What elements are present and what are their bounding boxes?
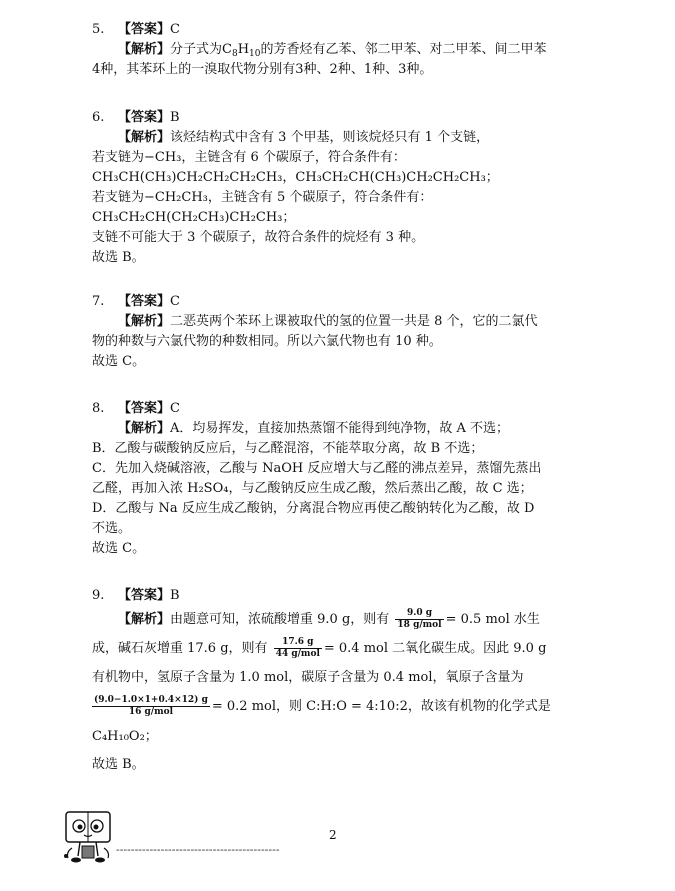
q8-line6: 不选。	[92, 521, 132, 536]
q5-text-b: H	[237, 42, 250, 57]
q5-analysis-label: 【解析】	[118, 42, 171, 57]
q9-line2	[92, 634, 582, 664]
q6-answer-label: 【答案】	[118, 110, 171, 125]
q5-answer-line	[92, 20, 582, 40]
co2-mole-fraction	[274, 637, 322, 660]
q6-analysis-label: 【解析】	[118, 130, 171, 145]
q8-answer-line	[92, 399, 582, 419]
frac2-numerator: 17.6 g	[274, 637, 322, 649]
q9-text-4b: = 0.2 mol，则 C:H:O = 4:10:2，故该有机物的化学式是	[211, 699, 551, 714]
page-number: 2	[329, 828, 337, 842]
q5-text-a: 分子式为C	[170, 42, 232, 57]
q9-line6: 故选 B。	[92, 757, 145, 772]
q9-analysis-label: 【解析】	[118, 612, 171, 627]
q7-number: 7.	[92, 294, 105, 309]
q9-line1	[92, 606, 582, 634]
q8-analysis-line1	[92, 419, 582, 439]
q8-text-1: A．均易挥发，直接加热蒸馏不能得到纯净物，故 A 不选；	[170, 421, 510, 436]
q9-line5: C₄H₁₀O₂；	[92, 729, 158, 744]
q9-line3: 有机物中，氢原子含量为 1.0 mol，碳原子含量为 0.4 mol，氧原子含量为	[92, 670, 524, 685]
q6-line3: CH₃CH(CH₃)CH₂CH₂CH₂CH₃，CH₃CH₂CH(CH₃)CH₂CH₂CH₃；	[92, 170, 499, 185]
q6-answer-line	[92, 108, 582, 128]
q9-text-2b: = 0.4 mol 二氧化碳生成。因此 9.0 g	[323, 641, 547, 656]
q8-answer-label: 【答案】	[118, 401, 171, 416]
q5-text-c: 的芳香烃有乙苯、邻二甲苯、对二甲苯、间二甲苯	[260, 42, 547, 57]
q6-line7: 故选 B。	[92, 250, 145, 265]
question-9	[92, 586, 582, 778]
q8-analysis-label: 【解析】	[118, 421, 171, 436]
q6-number: 6.	[92, 110, 105, 125]
q6-line2: 若支链为−CH₃，主链含有 6 个碳原子，符合条件有：	[92, 150, 406, 165]
q7-text-1: 二恶英两个苯环上课被取代的氢的位置一共是 8 个，它的二氯代	[170, 314, 538, 329]
q7-line2: 物的种数与六氯代物的种数相同。所以六氯代物也有 10 种。	[92, 334, 442, 349]
q9-text-1b: = 0.5 mol 水生	[445, 612, 540, 627]
q6-line4: 若支链为−CH₂CH₃，主链含有 5 个碳原子，符合条件有：	[92, 190, 433, 205]
q7-analysis-line1	[92, 312, 582, 332]
q9-answer-line	[92, 586, 582, 606]
q8-line4: 乙醛，再加入浓 H₂SO₄，与乙酸钠反应生成乙酸，然后蒸出乙酸，故 C 选；	[92, 481, 533, 496]
q6-analysis-line1	[92, 128, 582, 148]
frac3-denominator: 16 g/mol	[128, 707, 174, 717]
book-mascot-icon	[60, 808, 120, 870]
q7-line3: 故选 C。	[92, 354, 146, 369]
q8-line5: D．乙酸与 Na 反应生成乙酸钠，分离混合物应再使乙酸钠转化为乙酸，故 D	[92, 501, 535, 516]
q6-line5: CH₃CH₂CH(CH₂CH₃)CH₂CH₃；	[92, 210, 296, 225]
q5-analysis-line2: 4种，其苯环上的一溴取代物分别有3种、2种、1种、3种。	[92, 62, 433, 77]
q7-analysis-label: 【解析】	[118, 314, 171, 329]
q7-answer: C	[170, 294, 180, 309]
water-mole-fraction	[395, 608, 443, 631]
q9-text-1a: 由题意可知，浓硫酸增重 9.0 g，则有	[170, 612, 390, 627]
q7-answer-label: 【答案】	[118, 294, 171, 309]
q9-text-2a: 成，碱石灰增重 17.6 g，则有	[92, 641, 268, 656]
oxygen-mole-fraction	[92, 695, 210, 718]
q9-line4	[90, 692, 582, 722]
q5-answer-label: 【答案】	[118, 22, 171, 37]
q9-number: 9.	[92, 588, 105, 603]
frac1-numerator: 9.0 g	[395, 608, 443, 620]
q9-answer: B	[170, 588, 180, 603]
q8-number: 8.	[92, 401, 105, 416]
q5-analysis-line1	[92, 40, 582, 60]
q7-answer-line	[92, 292, 582, 312]
question-8	[92, 399, 582, 559]
footer-divider: --------------------------------------------	[116, 843, 280, 856]
q6-line6: 支链不可能大于 3 个碳原子，故符合条件的烷烃有 3 种。	[92, 230, 425, 245]
q6-text-1: 该烃结构式中含有 3 个甲基，则该烷烃只有 1 个支链，	[170, 130, 490, 145]
q8-line2: B．乙酸与碳酸钠反应后，与乙醛混溶，不能萃取分离，故 B 不选；	[92, 441, 484, 456]
q5-sub8: 8	[231, 49, 238, 59]
q8-line3: C．先加入烧碱溶液，乙酸与 NaOH 反应增大与乙醛的沸点差异，蒸馏先蒸出	[92, 461, 542, 476]
question-6	[92, 108, 582, 268]
q5-number: 5.	[92, 22, 105, 37]
question-7	[92, 292, 582, 372]
frac3-numerator: (9.0−1.0×1+0.4×12) g	[94, 695, 208, 705]
q8-line7: 故选 C。	[92, 541, 146, 556]
frac1-denominator: 18 g/mol	[397, 620, 442, 630]
q6-answer: B	[170, 110, 180, 125]
q5-answer: C	[170, 22, 180, 37]
frac2-denominator: 44 g/mol	[275, 649, 320, 659]
question-5	[92, 20, 582, 80]
q8-answer: C	[170, 401, 180, 416]
q9-answer-label: 【答案】	[118, 588, 171, 603]
q5-sub10: 10	[249, 49, 261, 59]
